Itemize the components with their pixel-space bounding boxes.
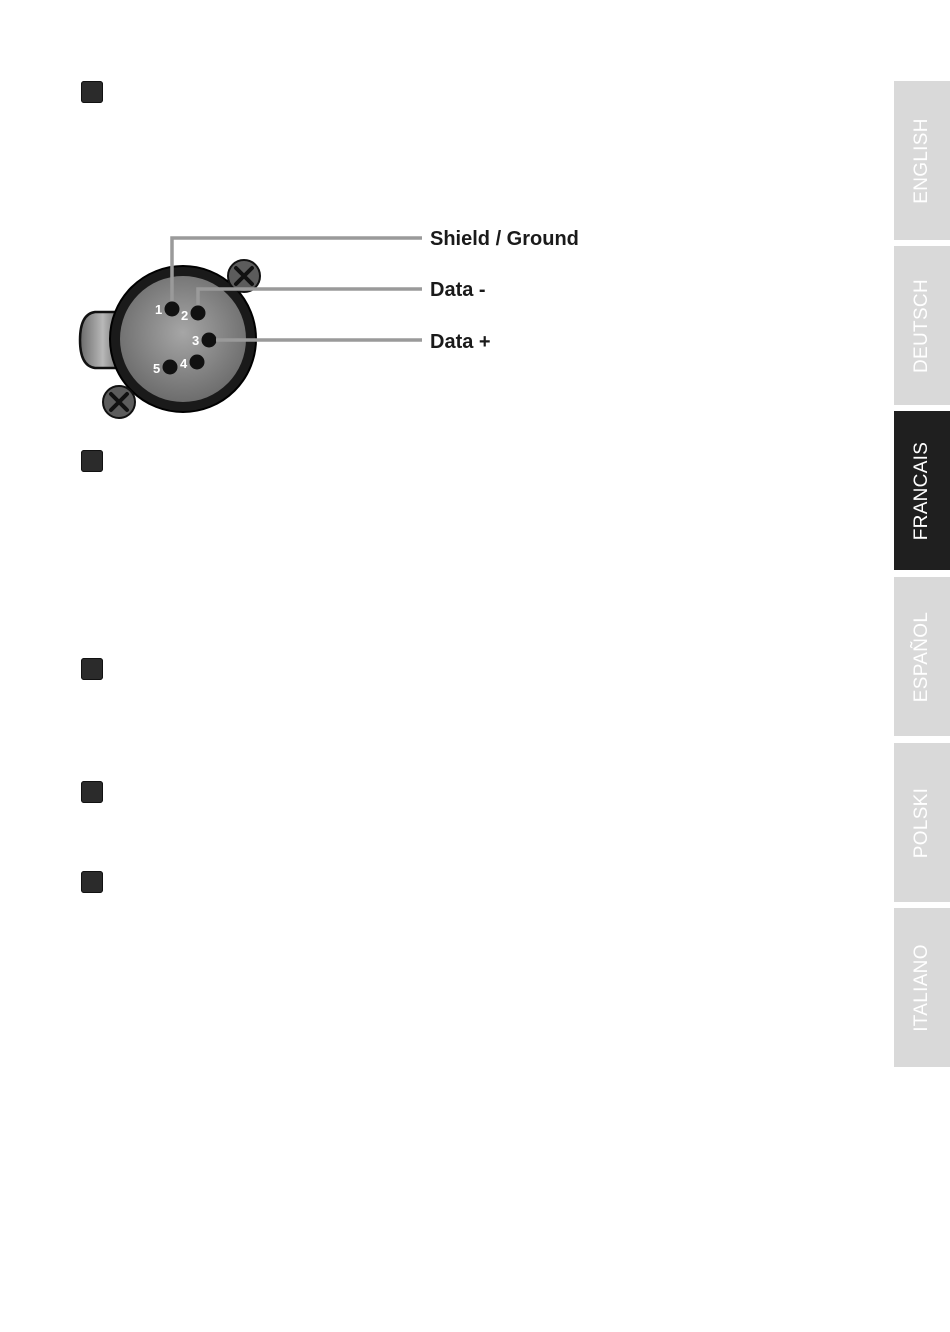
tab-espanol[interactable] [894, 577, 950, 736]
tab-polski[interactable] [894, 743, 950, 902]
tab-english-label: ENGLISH [911, 117, 933, 204]
tab-polski-label: POLSKI [911, 787, 933, 858]
pin-4 [190, 355, 205, 370]
section-bullet-2 [81, 450, 103, 472]
pin-number-5: 5 [153, 361, 161, 376]
tab-francais-label: FRANCAIS [911, 441, 932, 540]
section-bullet-1 [81, 81, 103, 103]
tab-francais[interactable] [894, 411, 950, 570]
language-tabs [894, 81, 950, 1069]
tab-deutsch-label: DEUTSCH [911, 278, 932, 373]
tab-deutsch[interactable] [894, 246, 950, 405]
xlr-connector-diagram [0, 200, 700, 440]
tab-italiano[interactable] [894, 908, 950, 1067]
screw-top [228, 260, 260, 292]
section-bullet-3 [81, 658, 103, 680]
tab-italiano-label: ITALIANO [911, 943, 933, 1032]
label-shield-ground: Shield / Ground [430, 228, 579, 250]
pin-3 [202, 333, 217, 348]
tab-english[interactable] [894, 81, 950, 240]
section-bullet-4 [81, 781, 103, 803]
pin-1 [165, 302, 180, 317]
pin-number-4: 4 [180, 356, 188, 371]
label-data-minus: Data - [430, 279, 486, 301]
pin-number-2: 2 [181, 308, 189, 323]
label-data-plus: Data + [430, 331, 491, 353]
tab-espanol-label: ESPAÑOL [911, 611, 933, 702]
screw-bottom [103, 386, 135, 418]
pin-5 [163, 360, 178, 375]
pin-2 [191, 306, 206, 321]
section-bullet-5 [81, 871, 103, 893]
pin-number-1: 1 [155, 302, 163, 317]
pin-number-3: 3 [192, 333, 200, 348]
